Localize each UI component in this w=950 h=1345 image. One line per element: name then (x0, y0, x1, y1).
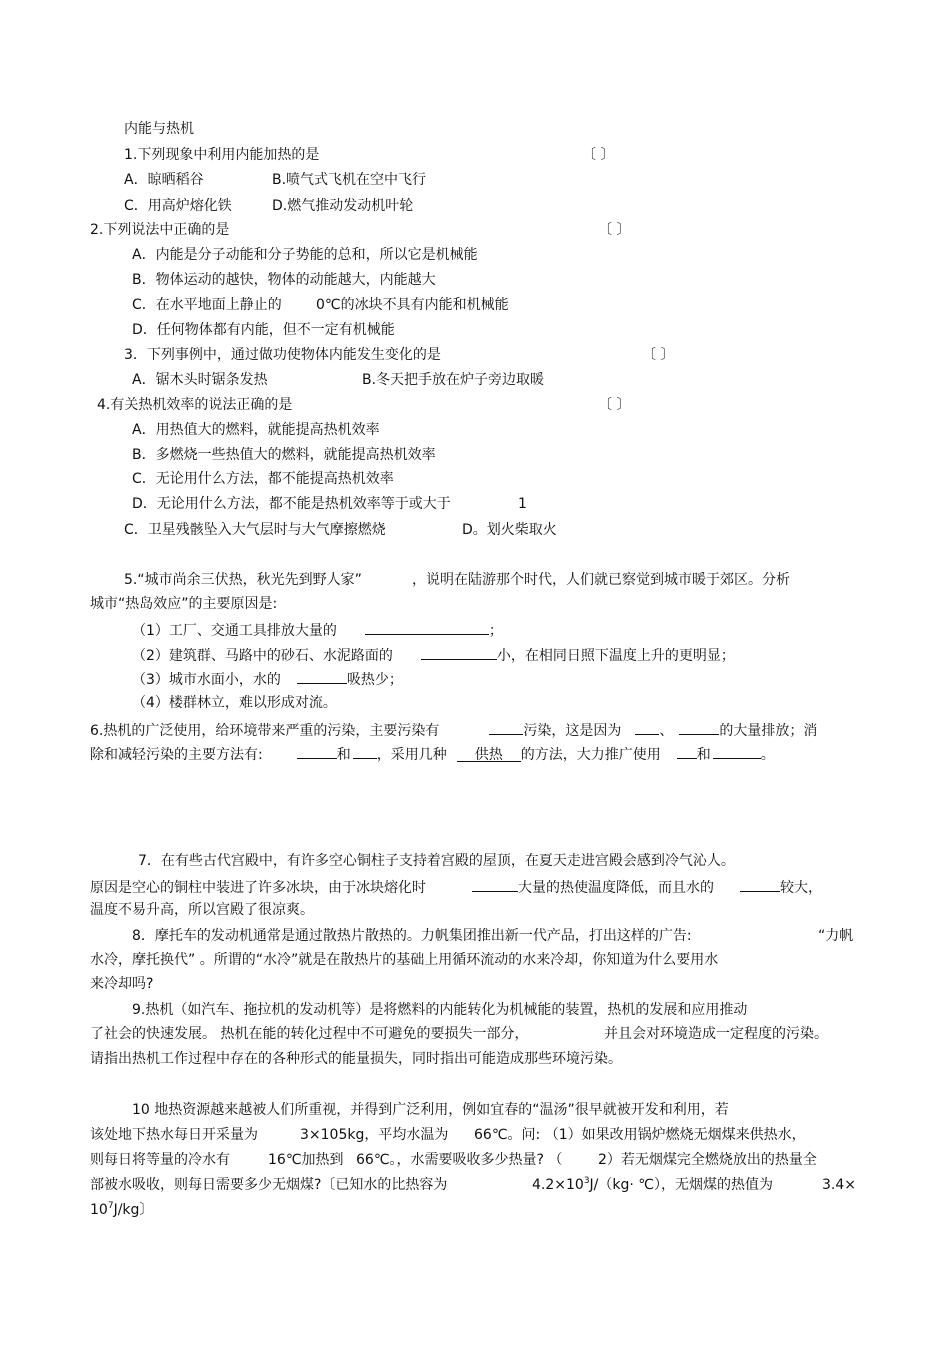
question-4-option-d-part1: D．无论用什么方法，都不能是热机效率等于或大于 (132, 496, 451, 512)
question-2-option-d: D．任何物体都有内能，但不一定有机械能 (132, 322, 395, 338)
question-8-line-1b: “力帆 (818, 928, 854, 944)
question-6-text-2: 污染，这是因为 (523, 723, 622, 739)
question-9-line-1: 9.热机（如汽车、拖拉机的发动机等）是将燃料的内能转化为机械能的装置，热机的发展和应用推动 (132, 1002, 748, 1018)
question-4-option-c: C．无论用什么方法，都不能提高热机效率 (132, 471, 394, 487)
question-5-blank-1[interactable] (365, 619, 489, 635)
question-10-line-3a: 则每日将等量的冷水有 (90, 1152, 230, 1168)
question-8-line-2: 水冷，摩托换代” 。所谓的“水冷”就是在散热片的基础上用循环流动的水来冷却，你知道为什么要用水 (90, 952, 719, 968)
question-2-option-a: A．内能是分子动能和分子势能的总和，所以它是机械能 (132, 247, 478, 263)
question-6-text-4: 的大量排放；消 (719, 723, 818, 739)
question-6-blank-3[interactable] (679, 719, 719, 735)
question-5-sub-1-text: （1）工厂、交通工具排放大量的 (132, 623, 337, 639)
question-5-sub-1 (132, 619, 503, 640)
specific-heat-exponent: 3 (583, 1176, 590, 1186)
question-6-filled-blank[interactable]: 供热 (457, 746, 521, 762)
question-2-option-b: B．物体运动的越快，物体的动能越大，内能越大 (132, 272, 436, 288)
question-7-text-1: 原因是空心的铜柱中装进了许多冰块，由于冰块熔化时 (90, 880, 426, 896)
question-5-sub-3-end: 吸热少； (346, 672, 403, 688)
question-6-text-10: 。 (760, 747, 775, 763)
question-5-sub-4: （4）楼群林立，难以形成对流。 (132, 695, 337, 711)
question-8-line-3: 来冷却吗? (90, 976, 154, 992)
question-1-option-d: D.燃气推动发动机叶轮 (272, 198, 414, 214)
question-6-text-1: 6.热机的广泛使用，给环境带来严重的污染，主要污染有 (90, 723, 440, 739)
question-1-option-c: C．用高炉熔化铁 (124, 198, 232, 214)
question-1-option-a: A．晾晒稻谷 (124, 172, 204, 188)
question-6-text-8: 的方法，大力推广使用 (520, 747, 661, 763)
question-6-line-1 (90, 719, 817, 740)
question-2-answer-bracket[interactable]: 〔 〕 (598, 222, 631, 238)
question-4-option-a: A．用热值大的燃料，就能提高热机效率 (132, 422, 380, 438)
question-10-line-3d: 2）若无烟煤完全燃烧放出的热量全 (598, 1152, 817, 1168)
question-10-line-4b (532, 1176, 773, 1194)
question-9-line-2b: 并且会对环境造成一定程度的污染。 (604, 1026, 828, 1042)
question-6-text-5: 除和减轻污染的主要方法有: (90, 747, 263, 763)
question-5-sub-2-text: （2）建筑群、马路中的砂石、水泥路面的 (132, 648, 393, 664)
stray-option-d: D。划火柴取火 (462, 522, 557, 538)
question-6-text-3: 、 (659, 723, 674, 739)
question-3-option-b: B.冬天把手放在炉子旁边取暖 (362, 372, 545, 388)
question-6-text-7: ，采用几种 (376, 747, 447, 763)
question-10-line-3b: 16℃加热到 (268, 1152, 344, 1168)
heat-value-unit: J/kg〕 (113, 1202, 154, 1218)
question-10-line-4d: 3.4× (822, 1177, 856, 1193)
question-5-sub-3 (132, 668, 403, 689)
page-title: 内能与热机 (124, 121, 194, 137)
question-2-option-c-part1: C．在水平地面上静止的 (132, 297, 282, 313)
question-7-text-3: 较大， (780, 880, 822, 896)
question-2-option-c-part2: 0℃的冰块不具有内能和机械能 (316, 297, 509, 313)
question-7-line-2 (90, 876, 822, 897)
question-5-sub-2 (132, 644, 735, 665)
question-5-line-2: 城市“热岛效应”的主要原因是: (90, 596, 278, 612)
specific-heat-unit-text: J/（kg· ℃），无烟煤的热值为 (589, 1177, 774, 1193)
heat-value-base: 10 (90, 1202, 108, 1218)
question-10-line-2c: 66℃。问: （1）如果改用锅炉燃烧无烟煤来供热水， (474, 1127, 806, 1143)
question-1-option-b: B.喷气式飞机在空中飞行 (272, 172, 427, 188)
question-6-blank-5[interactable] (353, 743, 377, 759)
question-5-line-1a: 5.“城市尚余三伏热，秋光先到野人家” (124, 572, 362, 588)
question-10-line-4a: 部被水吸收，则每日需要多少无烟煤?〔已知水的比热容为 (90, 1177, 448, 1193)
question-6-blank-1[interactable] (489, 719, 523, 735)
specific-heat-value: 4.2×10 (532, 1177, 584, 1193)
question-5-blank-2[interactable] (421, 644, 497, 660)
heat-value-exponent: 7 (107, 1201, 114, 1211)
question-2-stem: 2.下列说法中正确的是 (90, 222, 230, 238)
question-5-sub-1-end: ； (488, 623, 503, 639)
question-6-text-9: 和 (696, 747, 711, 763)
question-7-blank-2[interactable] (740, 876, 780, 892)
question-3-answer-bracket[interactable]: 〔 〕 (642, 347, 675, 363)
question-6-line-2 (90, 743, 775, 764)
question-5-sub-2-end: 小，在相同日照下温度上升的更明显； (496, 648, 735, 664)
question-5-line-1b: ，说明在陆游那个时代，人们就已察觉到城市暖于郊区。分析 (412, 572, 790, 588)
question-10-line-2a: 该处地下热水每日开采量为 (90, 1127, 258, 1143)
question-8-line-1a: 8．摩托车的发动机通常是通过散热片散热的。力帆集团推出新一代产品，打出这样的广告: (132, 928, 692, 944)
question-7-line-3: 温度不易升高，所以宫殿了很凉爽。 (90, 902, 314, 918)
question-6-blank-7[interactable] (713, 743, 761, 759)
stray-option-c: C．卫星残骸坠入大气层时与大气摩擦燃烧 (124, 522, 386, 538)
question-6-blank-4[interactable] (297, 743, 337, 759)
question-7-blank-1[interactable] (472, 876, 518, 892)
question-10-line-1: 10 地热资源越来越被人们所重视，并得到广泛利用，例如宜春的“温汤”很早就被开发和利用，若 (132, 1102, 729, 1118)
question-10-line-5 (90, 1201, 153, 1219)
question-5-sub-3-text: （3）城市水面小，水的 (132, 672, 281, 688)
question-5-blank-3[interactable] (297, 668, 347, 684)
question-9-line-2a: 了社会的快速发展。 热机在能的转化过程中不可避免的要损失一部分， (90, 1026, 529, 1042)
question-4-option-d-part2: 1 (518, 496, 527, 512)
question-6-blank-2[interactable] (635, 719, 659, 735)
question-1-answer-bracket[interactable]: 〔 〕 (582, 147, 615, 163)
question-4-answer-bracket[interactable]: 〔 〕 (598, 397, 631, 413)
question-1-stem: 1.下列现象中利用内能加热的是 (124, 147, 320, 163)
question-4-stem: 4.有关热机效率的说法正确的是 (97, 397, 293, 413)
question-6-text-6: 和 (336, 747, 351, 763)
question-7-line-1: 7．在有些古代宫殿中，有许多空心铜柱子支持着宫殿的屋顶，在夏天走进宫殿会感到冷气沁人。 (138, 853, 735, 869)
question-3-stem: 3．下列事例中，通过做功使物体内能发生变化的是 (124, 347, 441, 363)
question-10-line-3c: 66℃。，水需要吸收多少热量? （ (356, 1152, 563, 1168)
question-9-line-3: 请指出热机工作过程中存在的各种形式的能量损失，同时指出可能造成那些环境污染。 (90, 1051, 622, 1067)
question-4-option-b: B．多燃烧一些热值大的燃料，就能提高热机效率 (132, 447, 436, 463)
question-10-line-2b: 3×105kg，平均水温为 (300, 1127, 449, 1143)
question-3-option-a: A．锯木头时锯条发热 (132, 372, 268, 388)
question-6-blank-6[interactable] (677, 743, 697, 759)
question-7-text-2: 大量的热使温度降低，而且水的 (518, 880, 714, 896)
